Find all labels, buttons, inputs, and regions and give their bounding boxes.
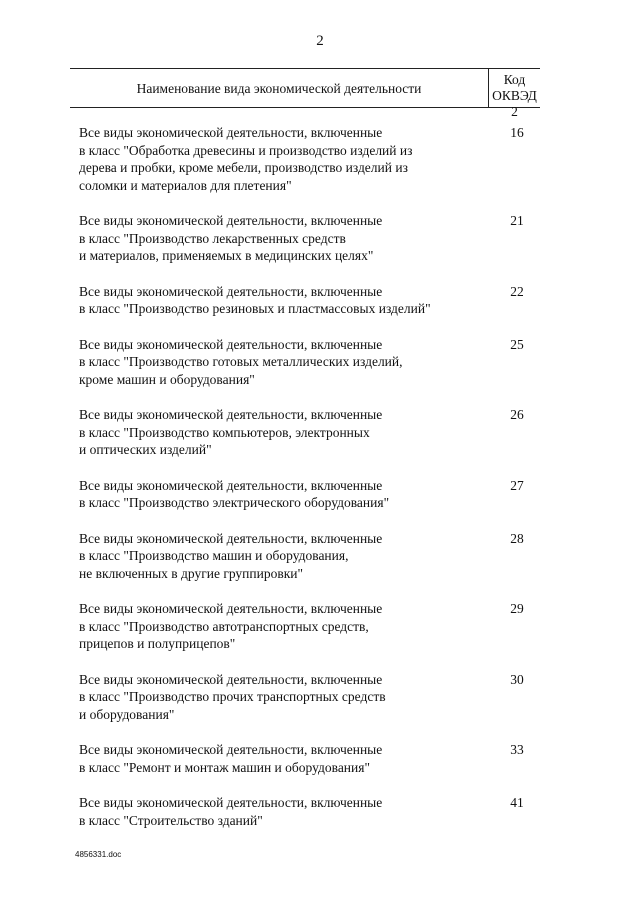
description-line: в класс "Производство машин и оборудования, bbox=[79, 548, 349, 563]
description-line: в класс "Производство лекарственных средств bbox=[79, 230, 346, 246]
description-line: в класс "Производство прочих транспортных средств bbox=[79, 689, 386, 704]
description-line: Все виды экономической деятельности, включенные bbox=[79, 795, 383, 810]
table-body bbox=[70, 124, 540, 829]
table-row bbox=[70, 124, 540, 194]
activity-description bbox=[70, 530, 488, 583]
description-line: в класс "Производство автотранспортных средств, bbox=[79, 618, 369, 634]
description-line: Все виды экономической деятельности, включенные bbox=[79, 407, 383, 422]
description-line: Все виды экономической деятельности, включенные bbox=[79, 336, 383, 352]
table-header bbox=[70, 68, 540, 119]
description-line: Все виды экономической деятельности, включенные bbox=[79, 601, 383, 616]
activity-description bbox=[70, 794, 488, 829]
description-line: Все виды экономической деятельности, включенные bbox=[79, 213, 383, 228]
okved-code: 30 bbox=[510, 671, 524, 687]
description-line: Все виды экономической деятельности, включенные bbox=[79, 125, 383, 140]
okved-code: 27 bbox=[510, 477, 524, 493]
table-row bbox=[70, 336, 540, 389]
description-line: и оптических изделий" bbox=[79, 442, 212, 457]
activity-description bbox=[70, 406, 488, 459]
okved-code: 16 bbox=[510, 125, 524, 140]
description-line: прицепов и полуприцепов" bbox=[79, 636, 236, 651]
header-code-line2: ОКВЭД 2 bbox=[492, 88, 537, 119]
description-line: Все виды экономической деятельности, включенные bbox=[79, 477, 383, 493]
okved-code: 25 bbox=[510, 336, 524, 352]
activity-description bbox=[70, 336, 488, 389]
activity-description bbox=[70, 212, 488, 265]
activity-description bbox=[70, 283, 488, 318]
table-row bbox=[70, 741, 540, 776]
description-line: кроме машин и оборудования" bbox=[79, 371, 255, 387]
activity-description bbox=[70, 477, 488, 512]
table-row bbox=[70, 600, 540, 653]
activity-description bbox=[70, 671, 488, 724]
description-line: в класс "Производство электрического оборудования" bbox=[79, 495, 390, 510]
okved-code: 21 bbox=[510, 213, 524, 228]
okved-code: 28 bbox=[510, 530, 524, 546]
okved-code: 22 bbox=[510, 283, 524, 299]
header-activity-name: Наименование вида экономической деятельности bbox=[70, 69, 489, 107]
description-line: дерева и пробки, кроме мебели, производство изделий из bbox=[79, 160, 408, 175]
description-line: Все виды экономической деятельности, включенные bbox=[79, 671, 383, 687]
okved-code: 29 bbox=[510, 601, 524, 616]
description-line: в класс "Производство резиновых и пластмассовых изделий" bbox=[79, 301, 431, 316]
activity-description bbox=[70, 600, 488, 653]
okved-code: 26 bbox=[510, 407, 524, 422]
description-line: не включенных в другие группировки" bbox=[79, 565, 304, 581]
okved-table bbox=[70, 68, 540, 847]
header-code-line1: Код bbox=[503, 72, 526, 87]
table-row bbox=[70, 283, 540, 318]
activity-description bbox=[70, 124, 488, 194]
table-row bbox=[70, 212, 540, 265]
page-number: 2 bbox=[316, 33, 324, 49]
table-row bbox=[70, 794, 540, 829]
table-row bbox=[70, 406, 540, 459]
description-line: в класс "Ремонт и монтаж машин и оборудования" bbox=[79, 759, 370, 775]
okved-code: 41 bbox=[510, 795, 524, 810]
description-line: Все виды экономической деятельности, включенные bbox=[79, 283, 383, 299]
header-okved-code bbox=[489, 69, 540, 119]
description-line: Все виды экономической деятельности, включенные bbox=[79, 742, 383, 757]
table-row bbox=[70, 530, 540, 583]
description-line: Все виды экономической деятельности, включенные bbox=[79, 530, 383, 546]
description-line: в класс "Обработка древесины и производство изделий из bbox=[79, 142, 413, 158]
description-line: в класс "Производство компьютеров, электронных bbox=[79, 424, 370, 440]
description-line: и материалов, применяемых в медицинских целях" bbox=[79, 248, 374, 263]
description-line: в класс "Производство готовых металлических изделий, bbox=[79, 354, 403, 369]
activity-description bbox=[70, 741, 488, 776]
table-row bbox=[70, 671, 540, 724]
description-line: в класс "Строительство зданий" bbox=[79, 812, 263, 828]
description-line: и оборудования" bbox=[79, 706, 175, 722]
description-line: соломки и материалов для плетения" bbox=[79, 177, 292, 193]
document-filename: 4856331.doc bbox=[75, 850, 122, 859]
okved-code: 33 bbox=[510, 742, 524, 757]
table-row bbox=[70, 477, 540, 512]
